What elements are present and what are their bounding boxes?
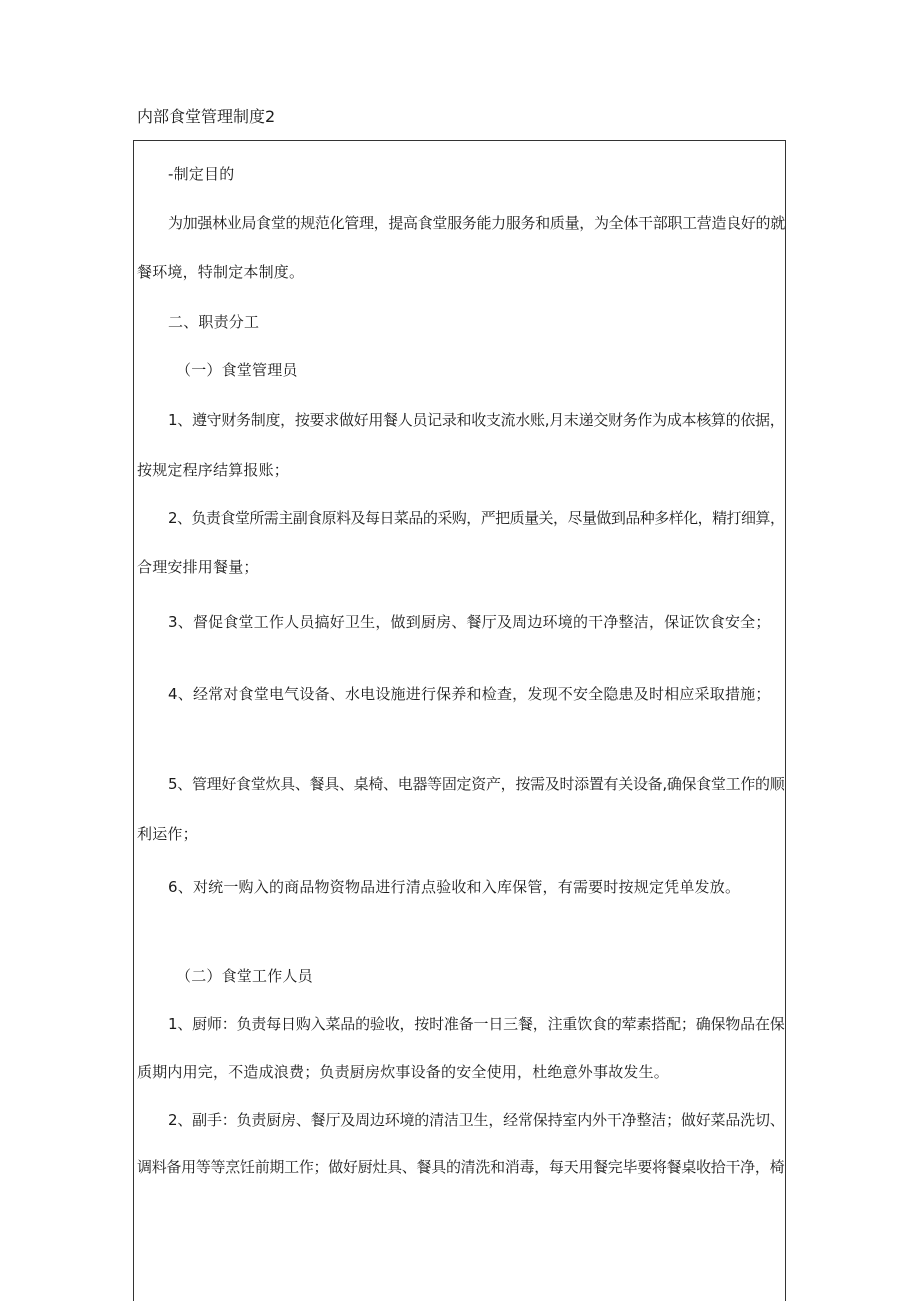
list-item-line: 2、负责食堂所需主副食原料及每日菜品的采购，严把质量关，尽量做到品种多样化，精打细算，: [168, 509, 785, 527]
paragraph-line: 餐环境，特制定本制度。: [137, 263, 305, 281]
subsection-heading-manager: （一）食堂管理员: [176, 361, 298, 379]
list-item-line: 3、督促食堂工作人员搞好卫生，做到厨房、餐厅及周边环境的干净整洁，保证饮食安全；: [168, 613, 771, 631]
list-item-line: 1、遵守财务制度，按要求做好用餐人员记录和收支流水账,月末递交财务作为成本核算的依据，: [168, 411, 785, 429]
list-item-line: 2、副手：负责厨房、餐厅及周边环境的清洁卫生，经常保持室内外干净整洁；做好菜品洗切、: [168, 1111, 785, 1129]
section-heading-purpose: -制定目的: [168, 165, 235, 183]
list-item-line: 质期内用完，不造成浪费；负责厨房炊事设备的安全使用，杜绝意外事故发生。: [137, 1063, 670, 1081]
subsection-heading-staff: （二）食堂工作人员: [176, 967, 313, 985]
list-item-line: 利运作；: [137, 825, 198, 843]
list-item-line: 调料备用等等烹饪前期工作；做好厨灶具、餐具的清洗和消毒，每天用餐完毕要将餐桌收拾干净，椅: [137, 1158, 785, 1176]
list-item-line: 1、厨师：负责每日购入菜品的验收，按时准备一日三餐，注重饮食的荤素搭配；确保物品在保: [168, 1015, 785, 1033]
list-item-line: 按规定程序结算报账；: [137, 461, 290, 479]
list-item-line: 4、经常对食堂电气设备、水电设施进行保养和检查，发现不安全隐患及时相应采取措施；: [168, 685, 771, 703]
section-heading-duties: 二、职责分工: [168, 313, 260, 331]
list-item-line: 5、管理好食堂炊具、餐具、桌椅、电器等固定资产，按需及时添置有关设备,确保食堂工作的顺: [168, 775, 785, 793]
paragraph-line: 为加强林业局食堂的规范化管理，提高食堂服务能力服务和质量，为全体干部职工营造良好的就: [168, 214, 785, 232]
list-item-line: 合理安排用餐量；: [137, 558, 259, 576]
list-item-line: 6、对统一购入的商品物资物品进行清点验收和入库保管，有需要时按规定凭单发放。: [168, 878, 741, 896]
document-title: 内部食堂管理制度2: [137, 107, 276, 126]
